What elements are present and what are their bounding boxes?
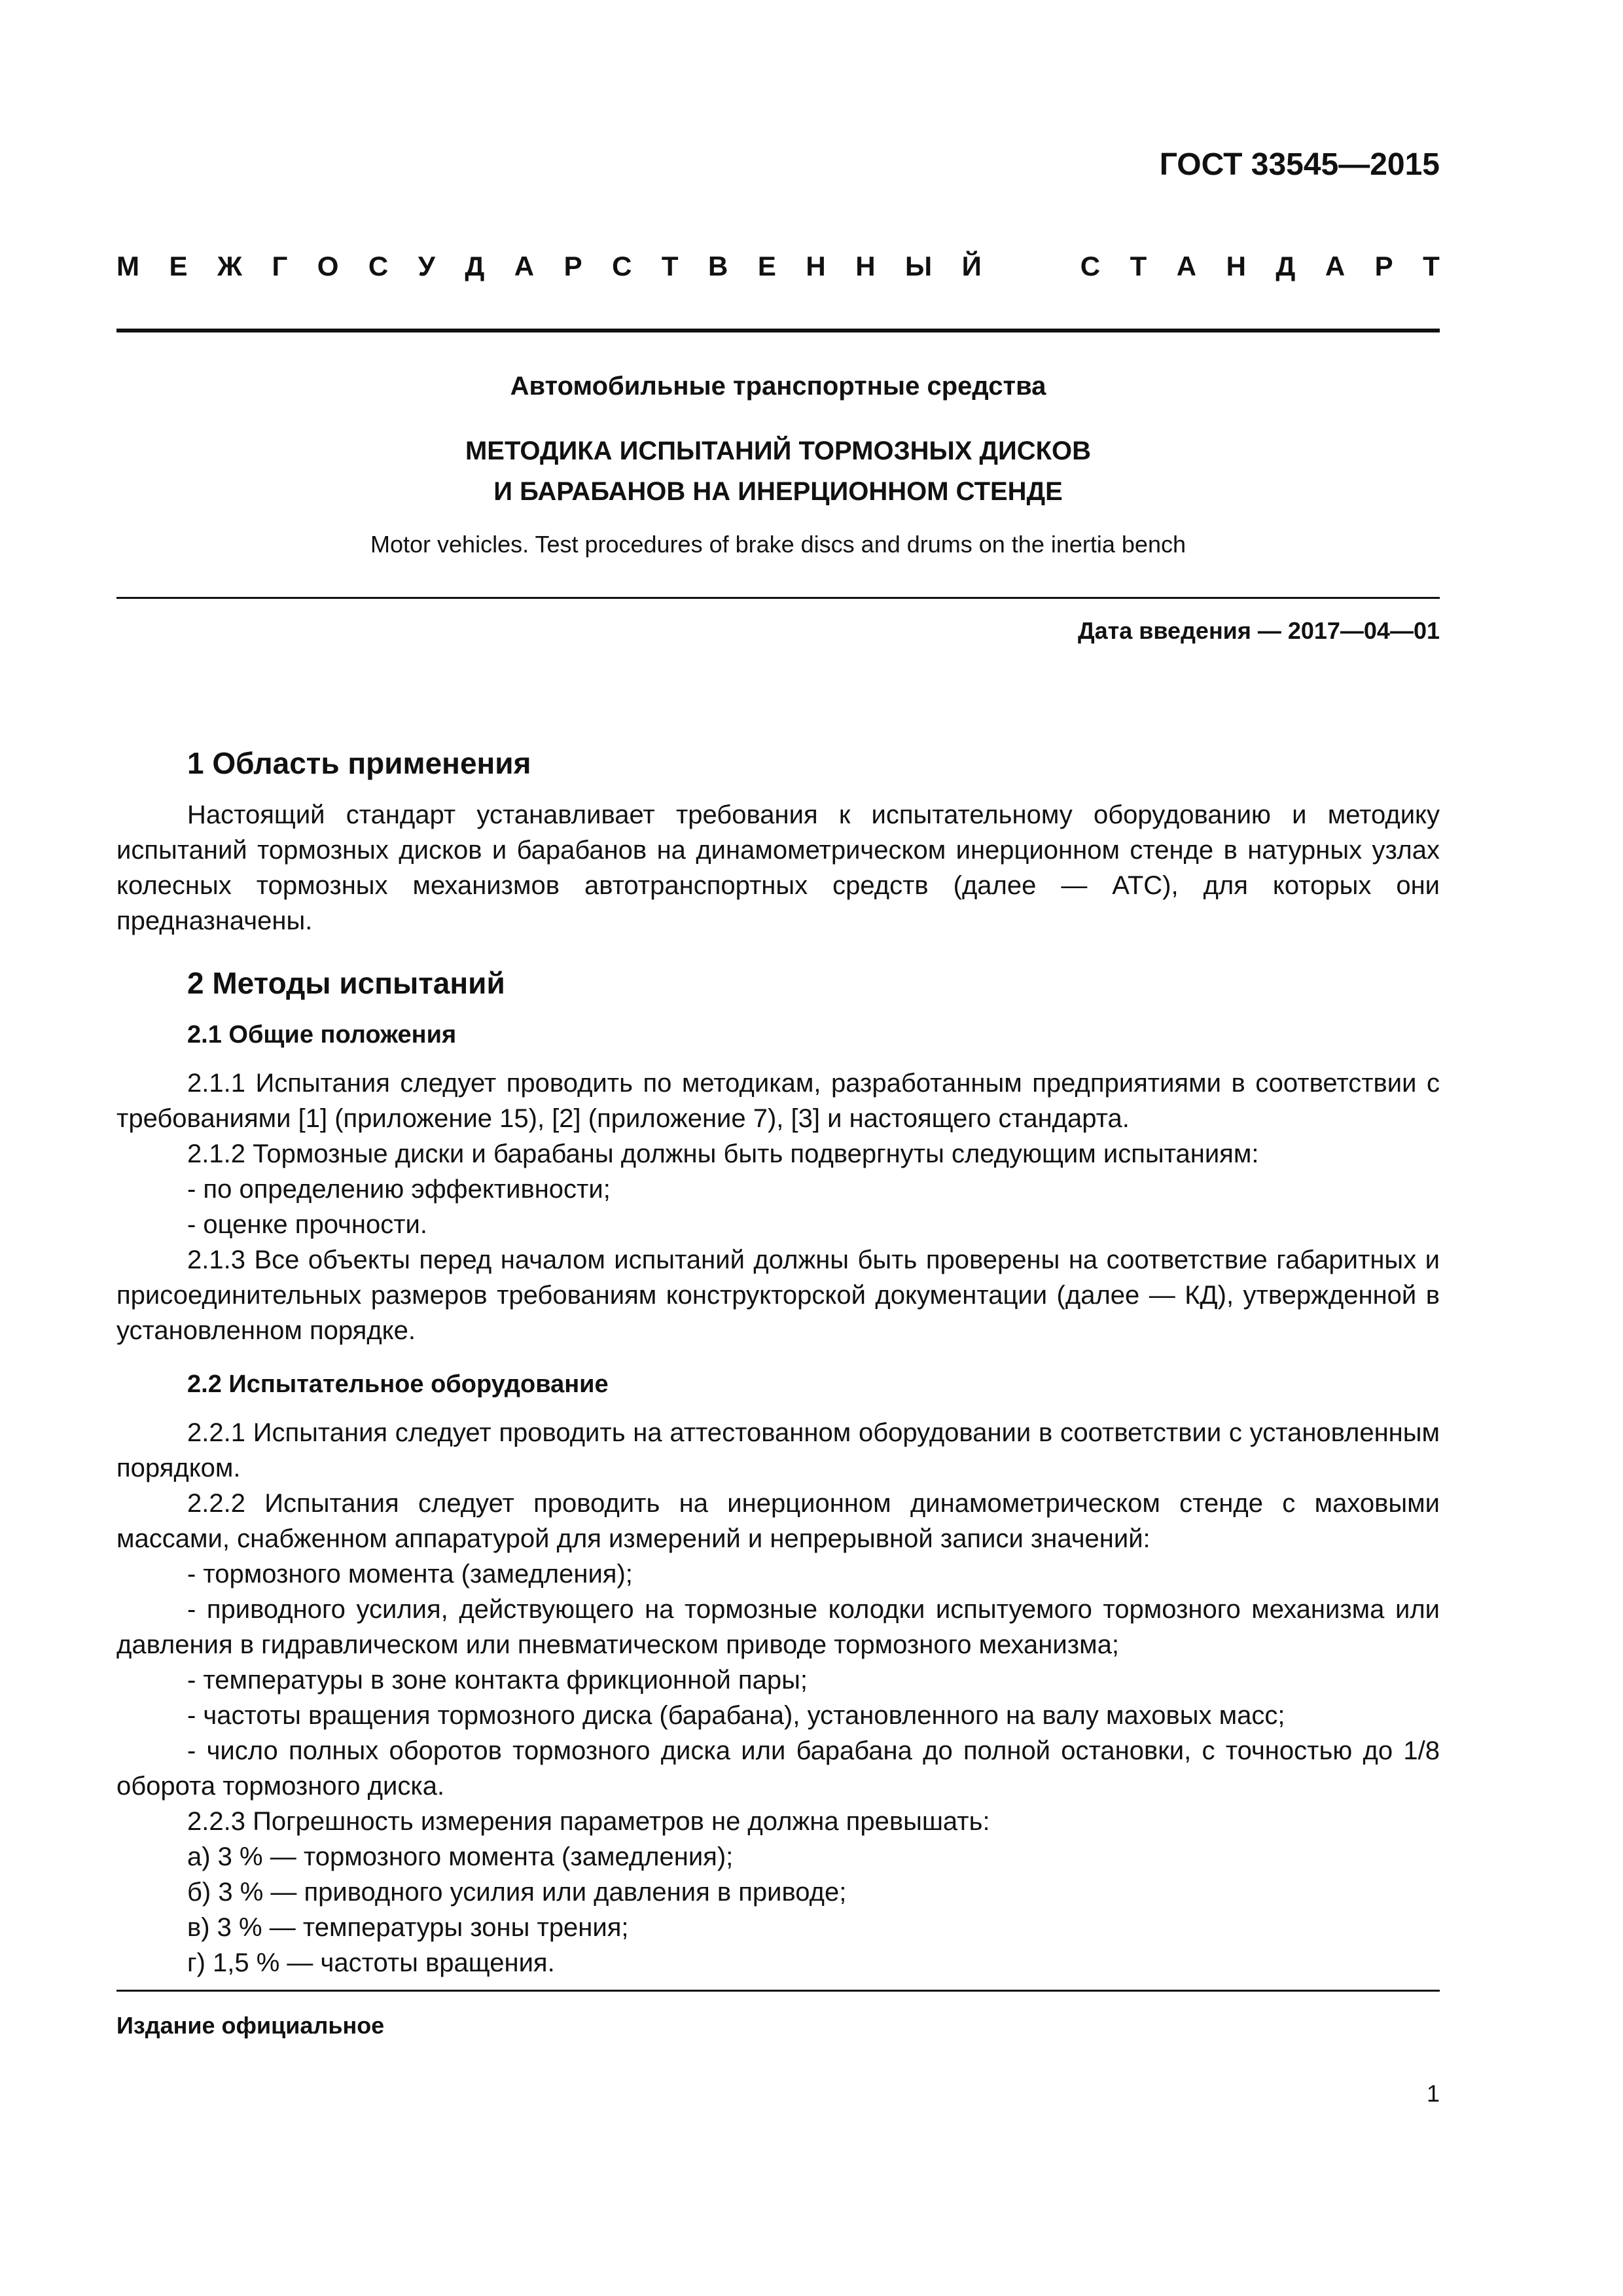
- list-item: - температуры в зоне контакта фрикционной пары;: [187, 1666, 808, 1695]
- banner-letter: В: [708, 251, 728, 281]
- banner-letter: Ы: [905, 251, 933, 281]
- footer-divider: [116, 1990, 1440, 1992]
- page-number: 1: [1426, 2080, 1440, 2107]
- banner-letter: А: [1325, 251, 1346, 281]
- introduction-date: Дата введения — 2017—04—01: [1077, 617, 1440, 644]
- subject-area: Автомобильные транспортные средства: [510, 372, 1046, 401]
- title-divider: [116, 597, 1440, 599]
- document-title: [116, 431, 1440, 512]
- banner-letter: С: [1080, 251, 1101, 281]
- banner-letter: У: [418, 251, 435, 281]
- header-divider: [116, 329, 1440, 332]
- banner-letter: Й: [961, 251, 982, 281]
- section-heading-2: 2 Методы испытаний: [187, 966, 505, 1000]
- interstate-standard-banner: [116, 243, 1440, 289]
- list-item: г) 1,5 % — частоты вращения.: [187, 1948, 555, 1977]
- paragraph: 2.2.1 Испытания следует проводить на аттестованном оборудовании в соответствии с установленным порядком.: [116, 1418, 1440, 1482]
- banner-letter: Ж: [217, 251, 242, 281]
- paragraph: 2.2.2 Испытания следует проводить на инерционном динамометрическом стенде с маховыми массами, снабженном аппаратурой для измерений и непрерывной записи значений:: [116, 1489, 1440, 1553]
- title-line-1: МЕТОДИКА ИСПЫТАНИЙ ТОРМОЗНЫХ ДИСКОВ: [465, 437, 1092, 465]
- list-item: - число полных оборотов тормозного диска или барабана до полной остановки, с точностью до 1/8 оборота тормозного диска.: [116, 1736, 1440, 1801]
- subsection-heading-2-1: 2.1 Общие положения: [187, 1021, 457, 1049]
- banner-letter: Е: [757, 251, 776, 281]
- subsection-heading-2-2: 2.2 Испытательное оборудование: [187, 1371, 609, 1398]
- banner-letter: Р: [563, 251, 582, 281]
- list-item: - оценке прочности.: [187, 1210, 428, 1239]
- list-item: а) 3 % — тормозного момента (замедления);: [187, 1842, 734, 1871]
- banner-letter: С: [612, 251, 632, 281]
- list-item: - частоты вращения тормозного диска (барабана), установленного на валу маховых масс;: [187, 1701, 1285, 1730]
- list-item: в) 3 % — температуры зоны трения;: [187, 1913, 629, 1942]
- banner-letter: Н: [855, 251, 876, 281]
- banner-letter: Н: [1226, 251, 1246, 281]
- list-item: - тормозного момента (замедления);: [187, 1560, 633, 1588]
- banner-letter: О: [317, 251, 339, 281]
- paragraph: 2.2.3 Погрешность измерения параметров не должна превышать:: [187, 1807, 990, 1836]
- banner-letter: Г: [272, 251, 288, 281]
- banner-letter: М: [116, 251, 139, 281]
- paragraph: 2.1.3 Все объекты перед началом испытаний должны быть проверены на соответствие габаритных и присоединительных размеров требованиям конструкторской документации (далее — КД), утвержденной в установленном порядке.: [116, 1246, 1440, 1345]
- list-item: - приводного усилия, действующего на тормозные колодки испытуемого тормозного механизма или давления в гидравлическом или пневматическом приводе тормозного механизма;: [116, 1595, 1440, 1659]
- paragraph: Настоящий стандарт устанавливает требования к испытательному оборудованию и методику испытаний тормозных дисков и барабанов на динамометрическом инерционном стенде в натурных узлах колесных тормозных механизмов автотранспортных средств (далее — АТС), для которых они предназначены.: [116, 800, 1440, 935]
- list-item: - по определению эффективности;: [187, 1175, 611, 1204]
- document-body: [116, 744, 1440, 1981]
- banner-letter: Р: [1374, 251, 1393, 281]
- title-line-2: И БАРАБАНОВ НА ИНЕРЦИОННОМ СТЕНДЕ: [493, 477, 1063, 506]
- banner-letter: С: [368, 251, 389, 281]
- edition-label: Издание официальное: [116, 2012, 385, 2039]
- banner-letter: Д: [1275, 251, 1296, 281]
- standard-code: ГОСТ 33545—2015: [1159, 147, 1440, 182]
- banner-letter: Т: [1423, 251, 1440, 281]
- list-item: б) 3 % — приводного усилия или давления в приводе;: [187, 1878, 847, 1907]
- banner-letter: Т: [661, 251, 679, 281]
- section-heading-1: 1 Область применения: [187, 746, 531, 780]
- banner-letter: Н: [806, 251, 826, 281]
- paragraph: 2.1.1 Испытания следует проводить по методикам, разработанным предприятиями в соответствии с требованиями [1] (приложение 15), [2] (приложение 7), [3] и настоящего стандарта.: [116, 1069, 1440, 1133]
- banner-letter: Т: [1130, 251, 1147, 281]
- banner-letter: Е: [169, 251, 188, 281]
- english-title: Motor vehicles. Test procedures of brake discs and drums on the inertia bench: [370, 531, 1186, 558]
- banner-letter: А: [514, 251, 535, 281]
- banner-letter: А: [1176, 251, 1197, 281]
- paragraph: 2.1.2 Тормозные диски и барабаны должны быть подвергнуты следующим испытаниям:: [187, 1139, 1259, 1168]
- banner-letter: Д: [465, 251, 485, 281]
